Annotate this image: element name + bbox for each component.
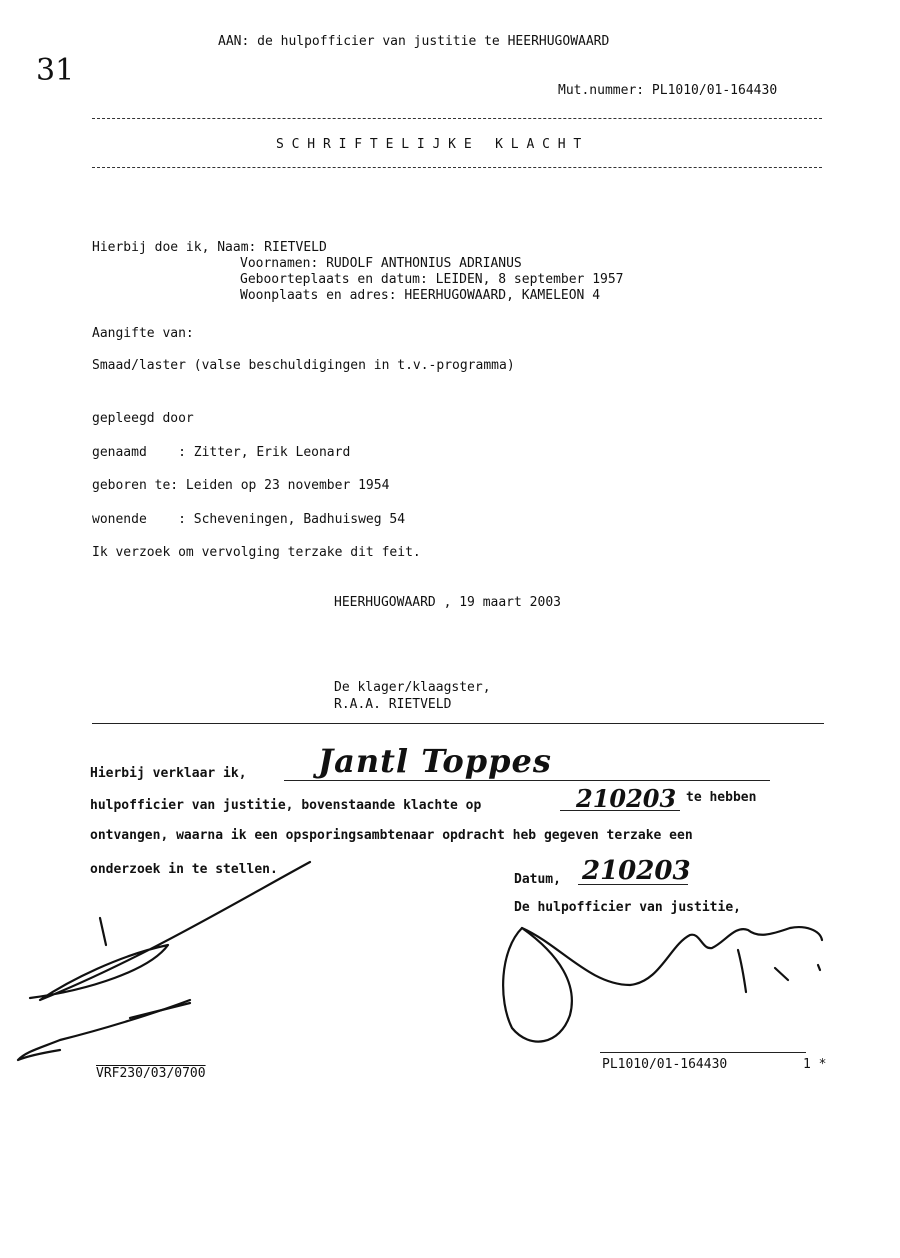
- officer-line2-suffix: te hebben: [686, 790, 757, 805]
- form-code: VRF230/03/0700: [96, 1066, 206, 1081]
- suspect-address: wonende : Scheveningen, Badhuisweg 54: [92, 512, 406, 527]
- datum-label: Datum,: [514, 872, 561, 887]
- footer-rule: [600, 1052, 806, 1053]
- officer-line3: ontvangen, waarna ik een opsporingsambtenaar opdracht heb gegeven terzake een: [90, 828, 693, 843]
- officer-line1: Hierbij verklaar ik,: [90, 766, 247, 781]
- handwritten-date-2: 210203: [582, 856, 691, 886]
- officer-line4: onderzoek in te stellen.: [90, 862, 278, 877]
- suspect-intro: gepleegd door: [92, 411, 194, 426]
- handwritten-date-1: 210203: [576, 784, 677, 813]
- complainant-first-names: Voornamen: RUDOLF ANTHONIUS ADRIANUS: [240, 256, 522, 271]
- footer-page: 1 *: [803, 1057, 827, 1072]
- request-line: Ik verzoek om vervolging terzake dit feit.: [92, 545, 421, 560]
- addressee-line: AAN: de hulpofficier van justitie te HEERHUGOWAARD: [218, 34, 610, 49]
- place-date: HEERHUGOWAARD , 19 maart 2003: [334, 595, 561, 610]
- complainant-birth: Geboorteplaats en datum: LEIDEN, 8 september 1957: [240, 272, 624, 287]
- mut-nummer: Mut.nummer: PL1010/01-164430: [558, 83, 778, 98]
- officer-role: De hulpofficier van justitie,: [514, 900, 741, 915]
- signature-role: De klager/klaagster,: [334, 680, 491, 695]
- page-number-mark: 31: [36, 53, 75, 88]
- complainant-name: Hierbij doe ik, Naam: RIETVELD: [92, 240, 327, 255]
- handwritten-officer-name: Jantl Toppes: [318, 742, 552, 780]
- footer-reference: PL1010/01-164430: [602, 1057, 728, 1072]
- aangifte-label: Aangifte van:: [92, 326, 194, 341]
- aangifte-offense: Smaad/laster (valse beschuldigingen in t.v.-programma): [92, 358, 515, 373]
- complainant-address: Woonplaats en adres: HEERHUGOWAARD, KAMELEON 4: [240, 288, 601, 303]
- suspect-name: genaamd : Zitter, Erik Leonard: [92, 445, 351, 460]
- suspect-birth: geboren te: Leiden op 23 november 1954: [92, 478, 390, 493]
- document-title: S C H R I F T E L I J K E K L A C H T: [276, 137, 582, 152]
- officer-line2: hulpofficier van justitie, bovenstaande klachte op: [90, 798, 482, 813]
- signature-name: R.A.A. RIETVELD: [334, 697, 452, 712]
